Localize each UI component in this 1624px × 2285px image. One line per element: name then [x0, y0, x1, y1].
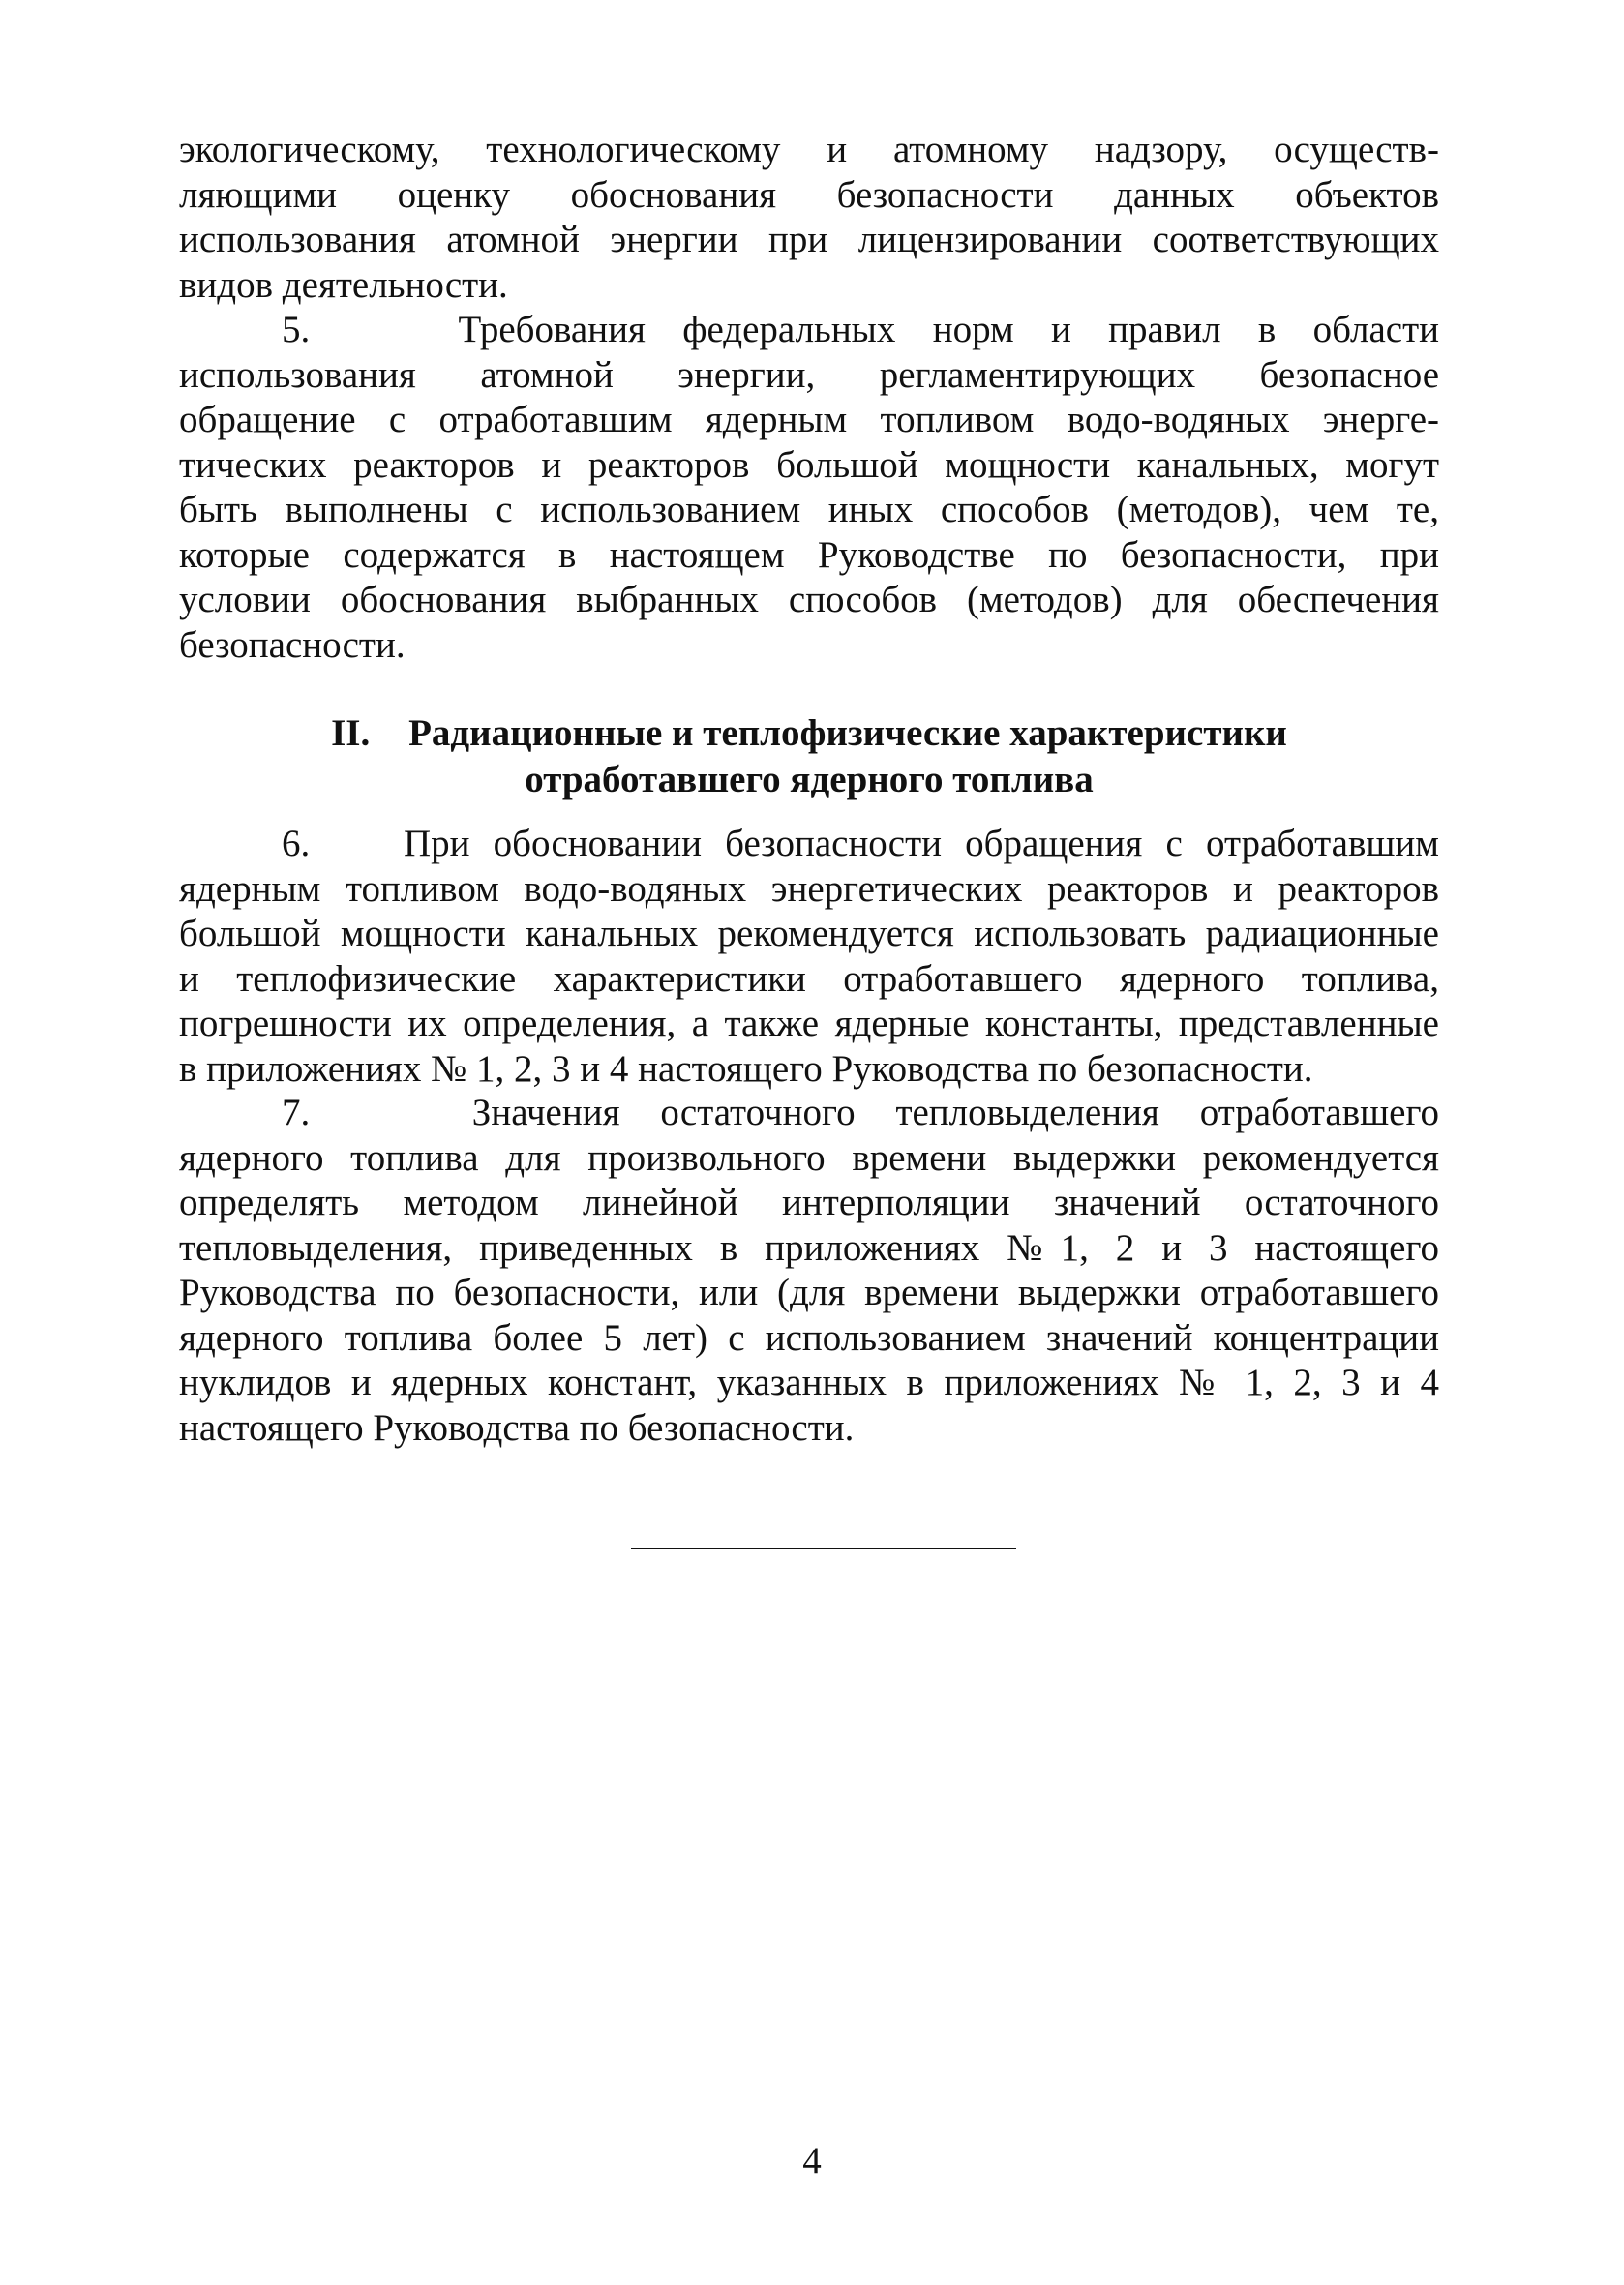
text-line: видов деятельности. — [179, 263, 508, 306]
section-title-line-1: Радиационные и теплофизические характеристики — [408, 712, 1287, 754]
text-line: в приложениях № 1, 2, 3 и 4 настоящего Руководства по безопасности. — [179, 1047, 1313, 1090]
text-line: 6. При обосновании безопасности обращения с отработавшим — [282, 823, 1439, 864]
text-line: ядерного топлива для произвольного времени выдержки рекомендуется — [179, 1136, 1439, 1179]
text-line: ляющими оценку обоснования безопасности данных объектов — [179, 173, 1439, 216]
text-line: погрешности их определения, а также ядерные константы, представленные — [179, 1003, 1439, 1044]
page-number: 4 — [802, 2140, 822, 2181]
text-line: тических реакторов и реакторов большой мощности канальных, могут — [179, 443, 1439, 486]
text-line: 7. Значения остаточного тепловыделения отработавшего — [282, 1092, 1439, 1133]
text-line: ядерным топливом водо-водяных энергетических реакторов и реакторов — [179, 867, 1439, 910]
text-line: использования атомной энергии, регламентирующих безопасное — [179, 353, 1439, 396]
text-line: условии обоснования выбранных способов (методов) для обеспечения — [179, 579, 1439, 620]
text-line: тепловыделения, приведенных в приложениях №1, 2 и 3 настоящего — [179, 1226, 1439, 1269]
section-number: II. — [331, 712, 371, 754]
paragraph-5 — [179, 308, 1439, 668]
section-heading — [179, 710, 1439, 803]
text-line: и теплофизические характеристики отработавшего ядерного топлива, — [179, 957, 1439, 1000]
text-line: обращение с отработавшим ядерным топливом водо-водяных энерге- — [179, 399, 1439, 440]
text-line: 5. Требования федеральных норм и правил в области — [282, 309, 1439, 350]
text-line: настоящего Руководства по безопасности. — [179, 1406, 855, 1449]
continuation-paragraph — [179, 128, 1439, 308]
text-line: которые содержатся в настоящем Руководстве по безопасности, при — [179, 533, 1439, 576]
paragraph-7 — [179, 1091, 1439, 1451]
text-line: использования атомной энергии при лицензировании соответствующих — [179, 219, 1439, 260]
section-heading-line-1 — [179, 710, 1439, 757]
text-line: безопасности. — [179, 623, 406, 666]
text-line: нуклидов и ядерных констант, указанных в приложениях № 1, 2, 3 и 4 — [179, 1362, 1439, 1403]
end-divider — [631, 1548, 1016, 1549]
text-line: определять методом линейной интерполяции значений остаточного — [179, 1182, 1439, 1223]
text-line: большой мощности канальных рекомендуется использовать радиационные — [179, 913, 1439, 954]
text-line: экологическому, технологическому и атомному надзору, осуществ- — [179, 129, 1439, 170]
paragraph-6 — [179, 822, 1439, 1092]
text-line: Руководства по безопасности, или (для времени выдержки отработавшего — [179, 1272, 1439, 1313]
section-title-line-2: отработавшего ядерного топлива — [525, 759, 1094, 800]
text-line: ядерного топлива более 5 лет) с использованием значений концентрации — [179, 1316, 1439, 1359]
text-line: быть выполнены с использованием иных способов (методов), чем те, — [179, 489, 1439, 530]
